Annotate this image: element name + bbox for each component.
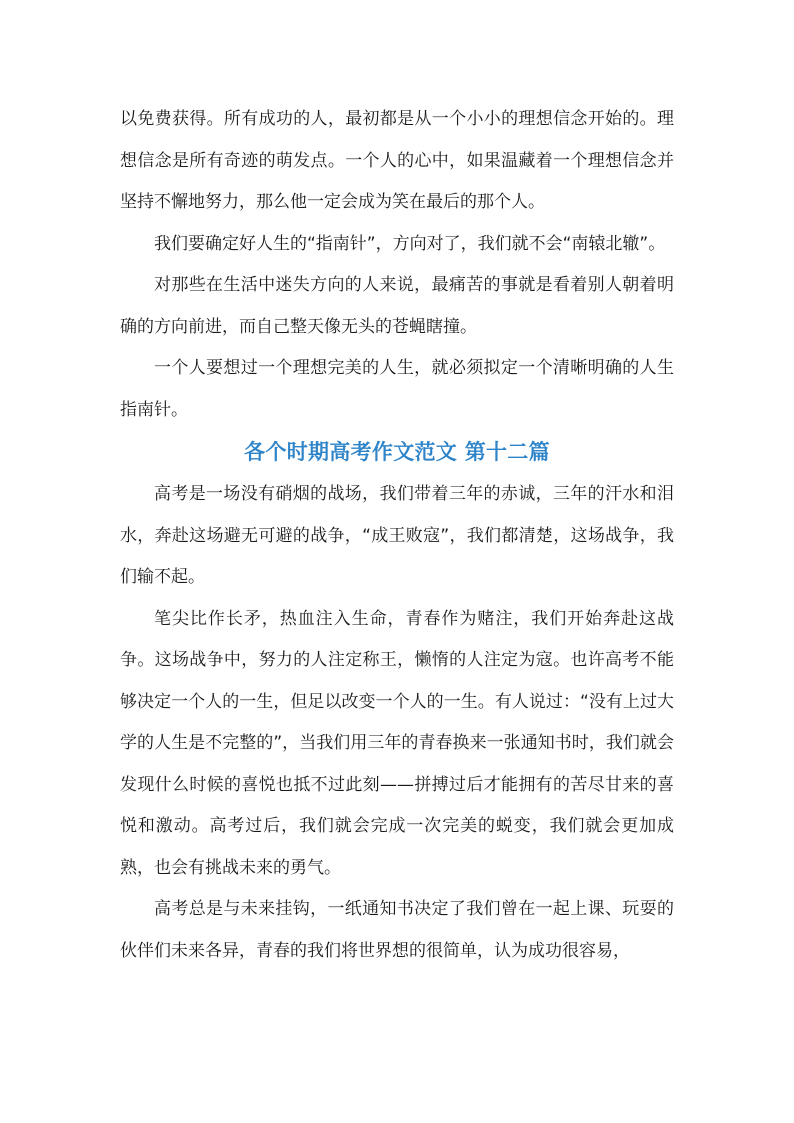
paragraph-1: 以免费获得。所有成功的人，最初都是从一个小小的理想信念开始的。理想信念是所有奇迹的萌发点。一个人的心中，如果温藏着一个理想信念并坚持不懈地努力，那么他一定会成为笑在最后的那个人。: [120, 109, 674, 212]
document-body: [120, 99, 674, 972]
paragraph-6: 笔尖比作长矛，热血注入生命，青春作为赌注，我们开始奔赴这战争。这场战争中，努力的人注定称王，懒惰的人注定为寇。也许高考不能够决定一个人的一生，但足以改变一个人的一生。有人说过：“没有上过大学的人生是不完整的”，当我们用三年的青春换来一张通知书时，我们就会发现什么时候的喜悦也抵不过此刻——拼搏过后才能拥有的苦尽甘来的喜悦和激动。高考过后，我们就会完成一次完美的蜕变，我们就会更加成熟，也会有挑战未来的勇气。: [120, 608, 674, 878]
paragraph-2: 我们要确定好人生的“指南针”，方向对了，我们就不会“南辕北辙”。: [154, 233, 666, 254]
paragraph-4: 一个人要想过一个理想完美的人生，就必须拟定一个清晰明确的人生指南针。: [120, 358, 674, 420]
paragraph-7: 高考总是与未来挂钩，一纸通知书决定了我们曾在一起上课、玩耍的伙伴们未来各异，青春的我们将世界想的很简单，认为成功很容易，: [120, 899, 674, 961]
paragraph-3: 对那些在生活中迷失方向的人来说，最痛苦的事就是看着别人朝着明确的方向前进，而自己整天像无头的苍蝇瞎撞。: [120, 275, 674, 337]
section-heading: 各个时期高考作文范文 第十二篇: [244, 440, 550, 464]
paragraph-5: 高考是一场没有硝烟的战场，我们带着三年的赤诚，三年的汗水和泪水，奔赴这场避无可避的战争，“成王败寇”，我们都清楚，这场战争，我们输不起。: [120, 484, 674, 587]
